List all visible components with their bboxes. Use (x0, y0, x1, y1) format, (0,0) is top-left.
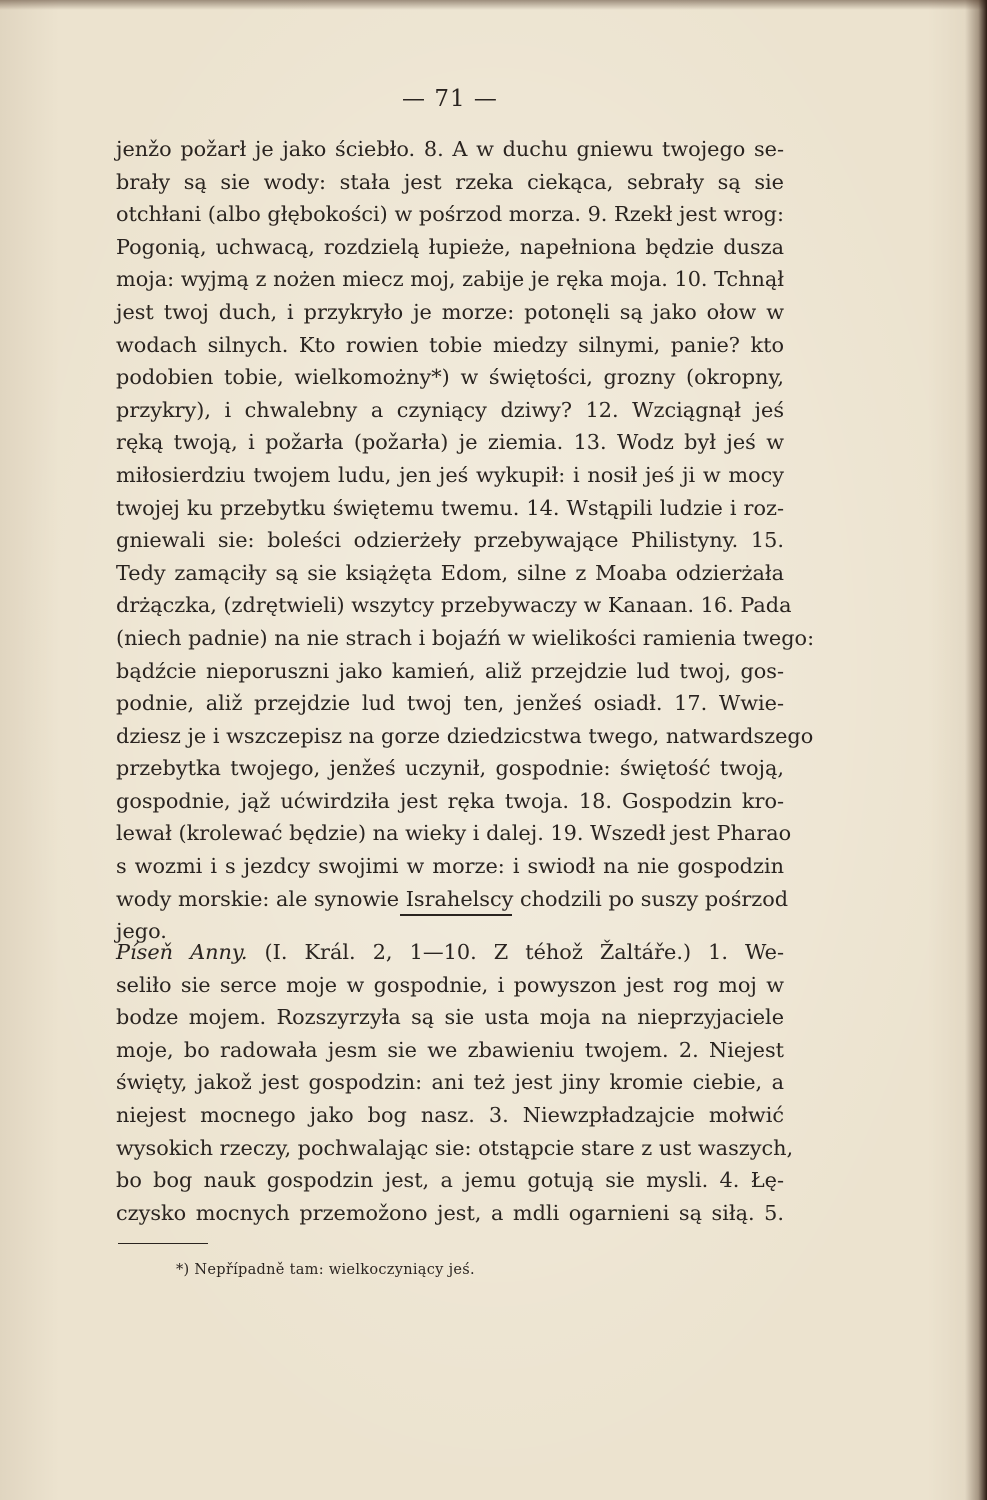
text-line: moje, bo radowała jesm sie we zbawieniu twojem. 2. Niejest (116, 1037, 784, 1062)
footnote-divider (118, 1243, 208, 1244)
page-edge-top (0, 0, 987, 10)
paragraph-song-of-anna (116, 936, 794, 1229)
text-line: wodach silnych. Kto rowien tobie miedzy silnymi, panie? kto (116, 332, 784, 357)
text-line: jest twoj duch, i przykryło je morze: potonęli są jako ołow w (116, 299, 784, 324)
text-line: lewał (krolewać będzie) na wieky i dalej. 19. Wszedł jest Pharao (116, 821, 792, 846)
text-line: s wozmi i s jezdcy swojimi w morze: i swiodł na nie gospodzin (116, 854, 784, 879)
text-line: jego. (116, 919, 167, 944)
text-line: bodze mojem. Rozszyrzyła są sie usta moja na nieprzyjaciele (116, 1005, 784, 1030)
text-line-with-title (116, 936, 784, 969)
text-line: wody morskie: ale synowie Israhelscy chodzili po suszy pośrzod (116, 886, 789, 911)
text-line: podobien tobie, wielkomożny*) w świętości, grozny (okropny, (116, 365, 784, 390)
text-line: gniewali sie: boleści odzierżeły przebywające Philistyny. 15. (116, 528, 784, 553)
text-line: gospodnie, jąž ućwirdziła jest ręka twoja. 18. Gospodzin kro- (116, 788, 784, 813)
text-line: dziesz je i wszczepisz na gorze dziedzicstwa twego, natwardszego (116, 723, 814, 748)
song-title: Píseň Anny. (116, 940, 248, 964)
paragraph-exodus-song (116, 133, 815, 948)
text-line: otchłani (albo głębokości) w pośrzod morza. 9. Rzekł jest wrog: (116, 202, 784, 227)
text-line: Tedy zamąciły są sie książęta Edom, silne z Moaba odzierżała (116, 560, 784, 585)
page-number: — 71 — (402, 86, 498, 112)
text-line: ręką twoją, i požarła (požarła) je ziemia. 13. Wodz był jeś w (116, 430, 784, 455)
text-line: Pogonią, uchwacą, rozdzielą łupieże, napełniona będzie dusza (116, 234, 784, 259)
section-divider (400, 914, 512, 916)
text-line: brały są sie wody: stała jest rzeka ciekąca, sebrały są sie (116, 169, 784, 194)
text-line: moja: wyjmą z nożen miecz moj, zabije je ręka moja. 10. Tchnął (116, 267, 784, 292)
text-line: podnie, aliž przejdzie lud twoj ten, jenžeś osiadł. 17. Wwie- (116, 691, 784, 716)
text-line: miłosierdziu twojem ludu, jen jeś wykupił: i nosił jeś ji w mocy (116, 462, 784, 487)
text-line: wysokich rzeczy, pochwalając sie: otstąpcie stare z ust waszych, (116, 1135, 794, 1160)
text-line: bo bog nauk gospodzin jest, a jemu gotują sie mysli. 4. Łę- (116, 1168, 784, 1193)
text-line: święty, jakož jest gospodzin: ani też jest jiny kromie ciebie, a (116, 1070, 784, 1095)
song-source: (I. Král. 2, 1—10. Z téhož Žaltáře.) 1. We- (247, 940, 785, 964)
page-edge-right (965, 0, 987, 1500)
text-line: twojej ku przebytku świętemu twemu. 14. Wstąpili ludzie i roz- (116, 495, 784, 520)
footnote: *) Nepřípadně tam: wielkoczyniący jeś. (176, 1262, 475, 1278)
text-line: jenžo požarł je jako ściebło. 8. A w duchu gniewu twojego se- (116, 137, 784, 161)
text-line: przebytka twojego, jenžeś uczynił, gospodnie: świętość twoją, (116, 756, 784, 781)
text-line: przykry), i chwalebny a czyniący dziwy? 12. Wzciągnął jeś (116, 397, 784, 422)
text-line: niejest mocnego jako bog nasz. 3. Niewzpładzajcie mołwić (116, 1102, 784, 1127)
text-line: czysko mocnych przemožono jest, a mdli ogarnieni są siłą. 5. (116, 1200, 784, 1225)
text-line: seliło sie serce moje w gospodnie, i powyszon jest rog moj w (116, 972, 784, 997)
text-line: drżączka, (zdrętwieli) wszytcy przebywaczy w Kanaan. 16. Pada (116, 593, 792, 618)
text-line: (niech padnie) na nie strach i bojaźń w wielikości ramienia twego: (116, 625, 815, 650)
text-line: bądźcie nieporuszni jako kamień, aliž przejdzie lud twoj, gos- (116, 658, 784, 683)
